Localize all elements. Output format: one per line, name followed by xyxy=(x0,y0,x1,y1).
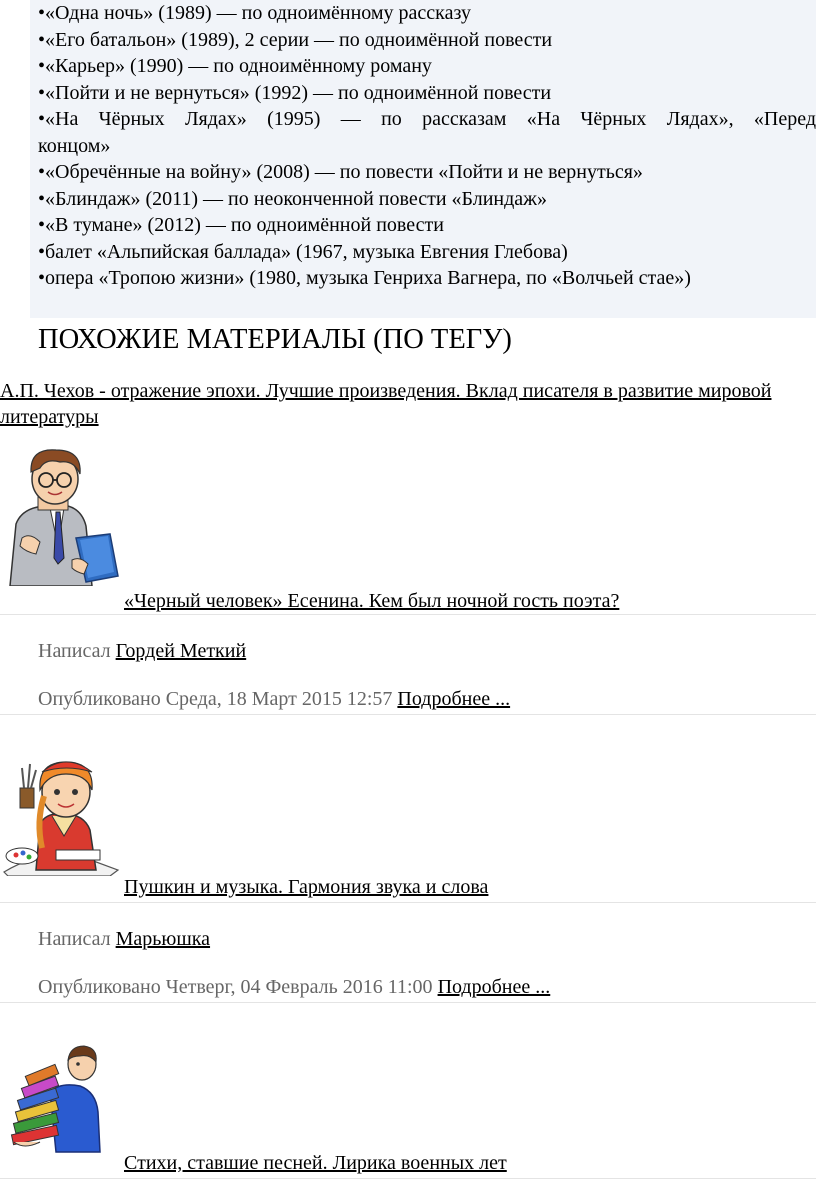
divider xyxy=(0,1178,816,1179)
author-label: Написал xyxy=(38,640,111,662)
article-title-link[interactable]: «Черный человек» Есенина. Кем был ночной гость поэта? xyxy=(124,590,620,612)
published-date: Опубликовано Среда, 18 Март 2015 12:57 xyxy=(38,688,393,710)
list-item-continuation: концом» xyxy=(38,134,111,157)
list-item: •«Обречённые на войну» (2008) — по повести «Пойти и не вернуться» xyxy=(38,161,643,183)
divider xyxy=(0,902,816,903)
student-boy-icon xyxy=(0,446,122,586)
list-item: •«Его батальон» (1989), 2 серии — по одноимённой повести xyxy=(38,28,553,51)
list-item: •«Пойти и не вернуться» (1992) — по одноимённой повести xyxy=(38,81,552,104)
published-date: Опубликовано Четверг, 04 Февраль 2016 11:00 xyxy=(38,976,433,998)
related-heading: ПОХОЖИЕ МАТЕРИАЛЫ (ПО ТЕГУ) xyxy=(38,324,512,355)
divider xyxy=(0,1002,816,1003)
divider xyxy=(0,714,816,715)
painter-girl-icon xyxy=(0,752,124,876)
adaptations-list xyxy=(30,0,816,318)
list-item: •«На Чёрных Лядах» (1995) — по рассказам «На Чёрных Лядах», «Перед xyxy=(38,108,816,130)
author-link[interactable]: Марьюшка xyxy=(115,928,211,950)
list-item: •«Блиндаж» (2011) — по неоконченной повести «Блиндаж» xyxy=(38,187,547,210)
read-more-link[interactable]: Подробнее ... xyxy=(437,976,551,998)
list-item: •«В тумане» (2012) — по одноимённой повести xyxy=(38,214,444,236)
read-more-link[interactable]: Подробнее ... xyxy=(397,688,511,710)
author-label: Написал xyxy=(38,928,111,950)
article-title-link[interactable]: Стихи, ставшие песней. Лирика военных лет xyxy=(124,1152,507,1174)
list-item: •опера «Тропою жизни» (1980, музыка Генриха Вагнера, по «Волчьей стае») xyxy=(38,267,691,289)
divider xyxy=(0,614,816,615)
list-item: •балет «Альпийская баллада» (1967, музыка Евгения Глебова) xyxy=(38,240,568,263)
author-link[interactable]: Гордей Меткий xyxy=(115,640,247,662)
list-item: •«Карьер» (1990) — по одноимённому роману xyxy=(38,55,432,77)
list-item: •«Одна ночь» (1989) — по одноимённому рассказу xyxy=(38,2,471,24)
books-boy-icon xyxy=(0,1042,110,1154)
article-title-link[interactable]: Пушкин и музыка. Гармония звука и слова xyxy=(124,876,489,898)
related-link-chekhov[interactable]: А.П. Чехов - отражение эпохи. Лучшие произведения. Вклад писателя в развитие мировой литературы xyxy=(0,380,772,428)
